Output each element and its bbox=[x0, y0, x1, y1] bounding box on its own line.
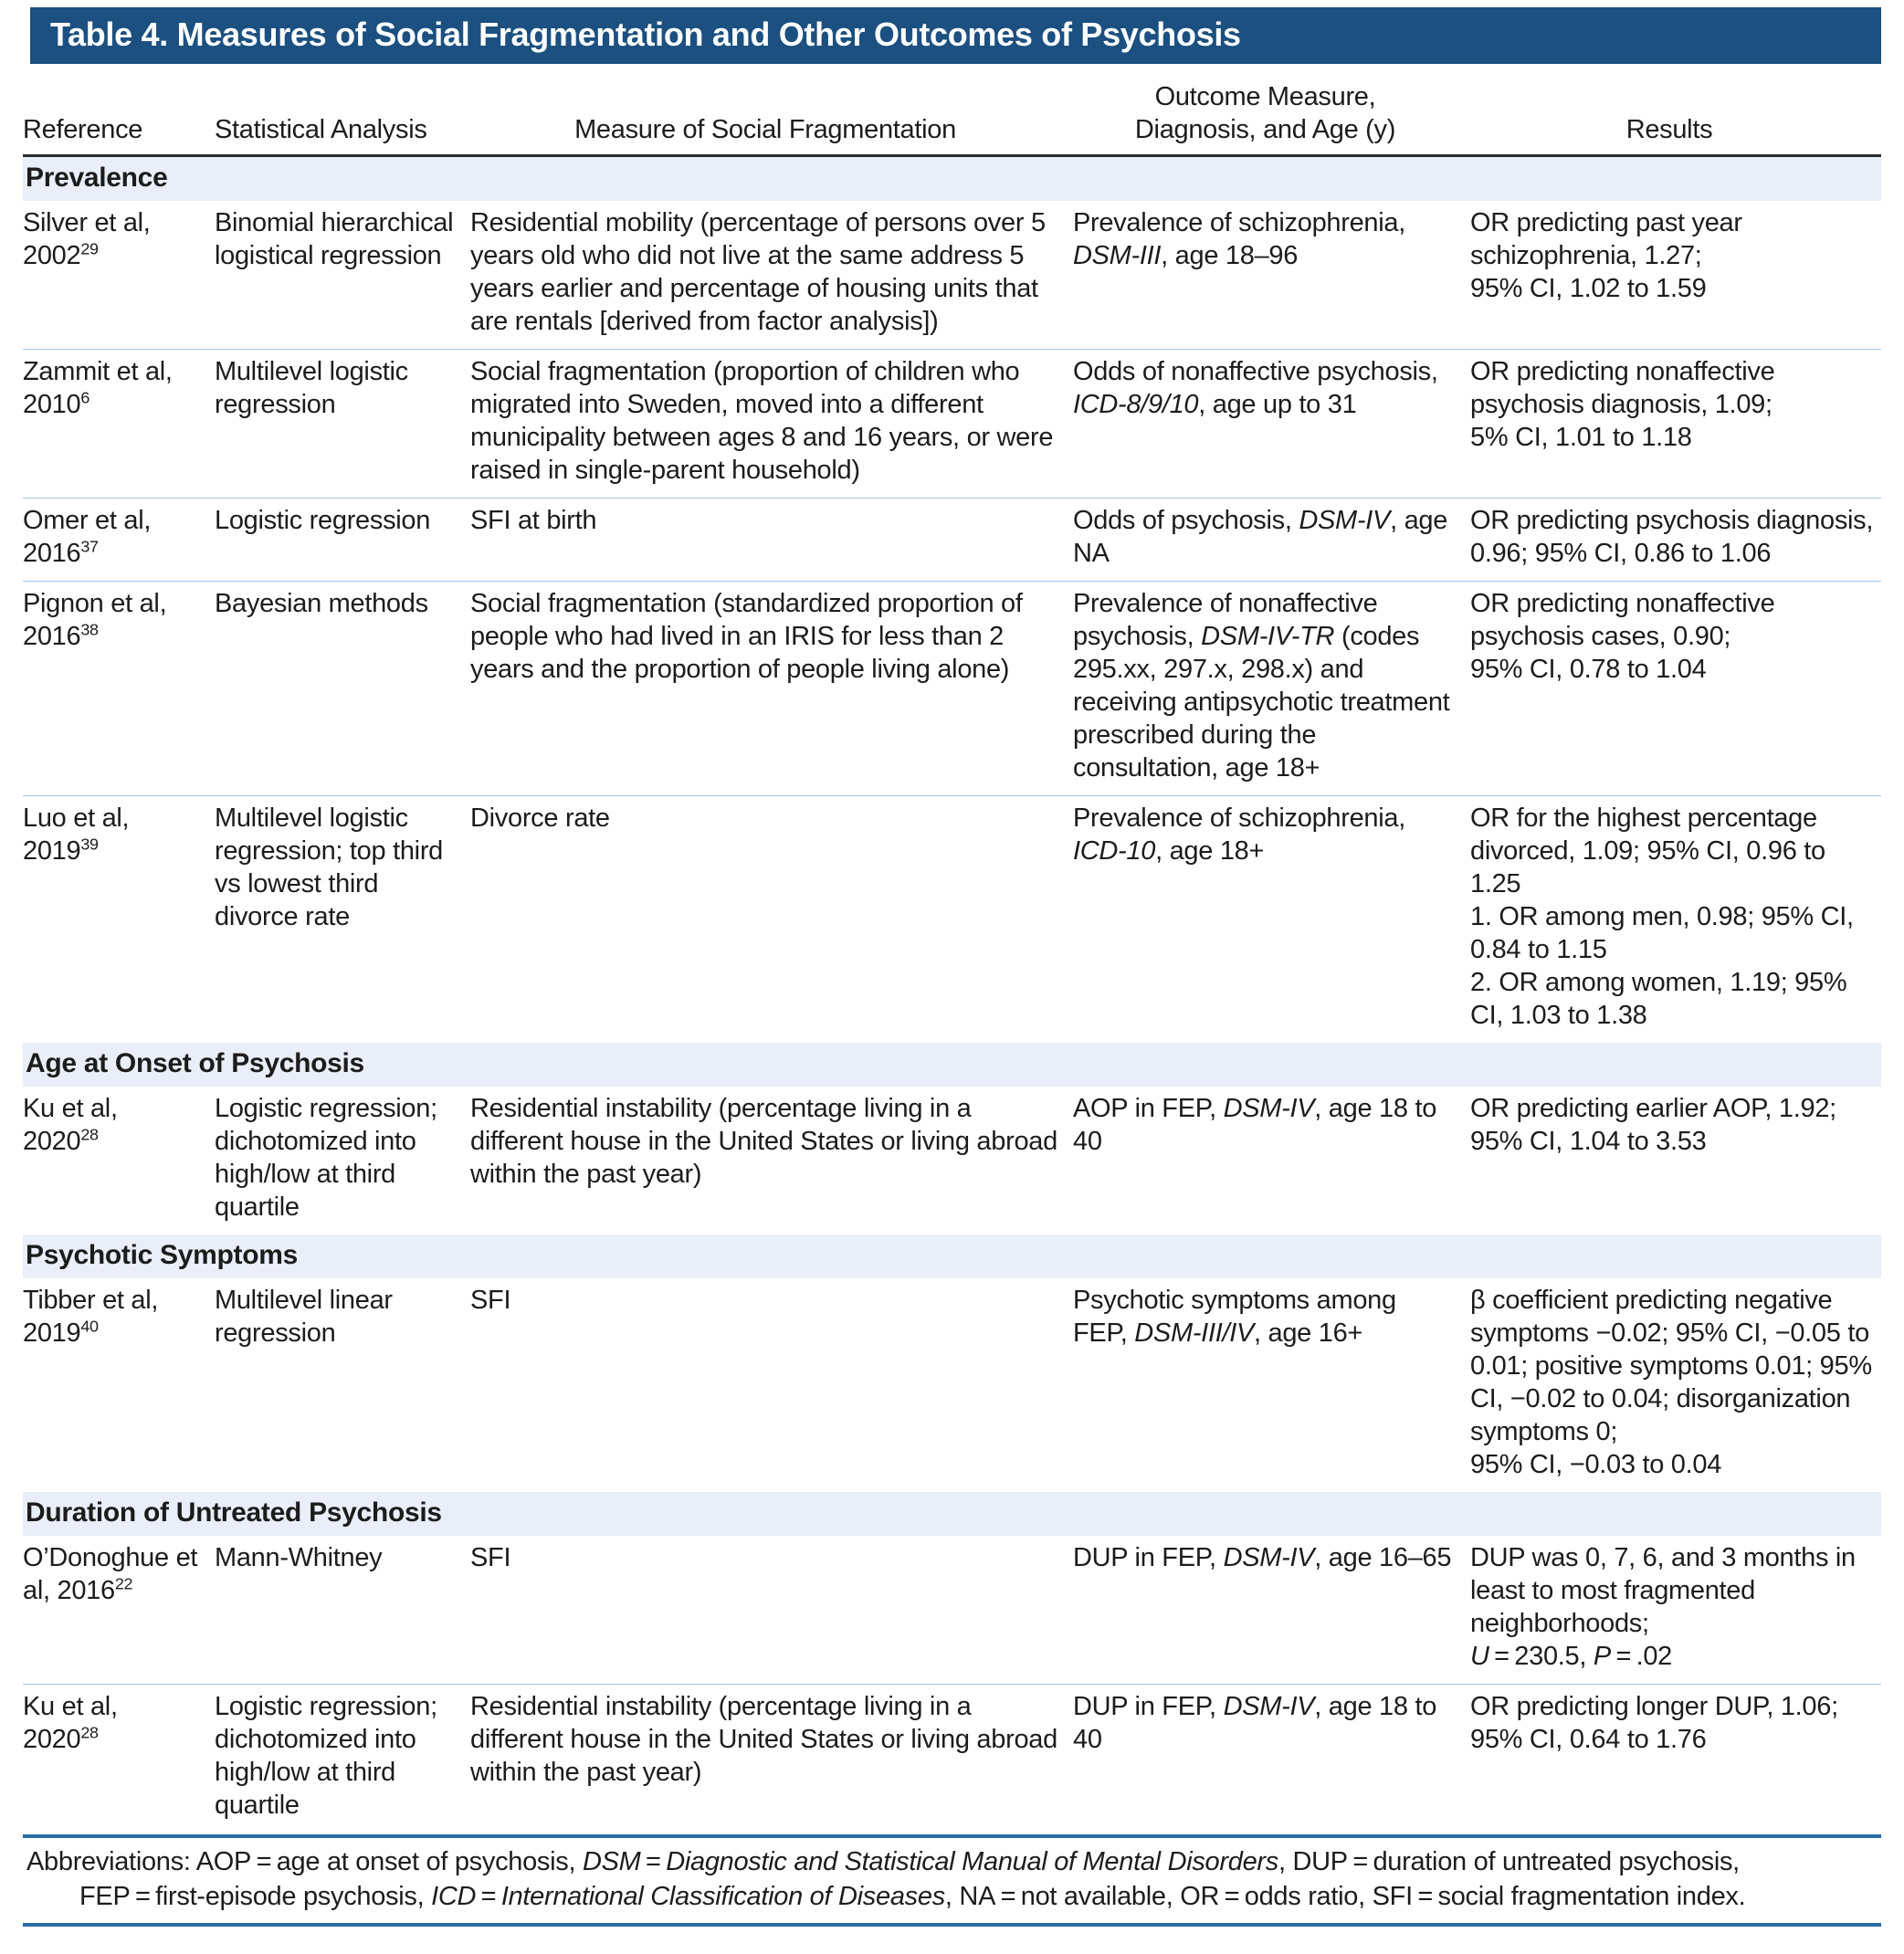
table-row bbox=[23, 1685, 1881, 1833]
statistical-analysis-cell: Mann-Whitney bbox=[215, 1543, 383, 1572]
table-header bbox=[23, 75, 1881, 156]
reference-cell: Omer et al, 2016$^{37}$ bbox=[23, 499, 215, 582]
outcome-cell: AOP in FEP, DSM-IV, age 18 to 40 bbox=[1073, 1094, 1437, 1156]
table-row bbox=[23, 796, 1881, 1044]
table-row bbox=[23, 499, 1881, 582]
col-header-reference: Reference bbox=[23, 75, 215, 156]
table-row bbox=[23, 201, 1881, 350]
outcome-cell: DUP in FEP, DSM-IV, age 16–65 bbox=[1073, 1543, 1452, 1572]
outcome-cell: Odds of psychosis, DSM-IV, age NA bbox=[1073, 499, 1470, 582]
section-label: Duration of Untreated Psychosis bbox=[23, 1492, 1881, 1536]
outcome-cell: Prevalence of nonaffective psychosis, DSM-IV-TR (codes 295.xx, 297.x, 298.x) and receiving antipsychotic treatment prescribed during the consultation, age 18+ bbox=[1073, 582, 1470, 796]
reference-cell: Pignon et al, 2016$^{38}$ bbox=[23, 582, 215, 796]
statistical-analysis-cell: Binomial hierarchical logistical regression bbox=[215, 208, 454, 270]
results-cell: DUP was 0, 7, 6, and 3 months in least to most fragmented neighborhoods; U = 230.5, P = .02 bbox=[1470, 1543, 1856, 1671]
measure-cell: Residential instability (percentage living in a different house in the United States or living abroad within the past year) bbox=[470, 1685, 1073, 1833]
results-cell: OR predicting nonaffective psychosis diagnosis, 1.09; 5% CI, 1.01 to 1.18 bbox=[1470, 350, 1881, 499]
reference-cell: Zammit et al, 2010$^6$ bbox=[23, 350, 215, 499]
col-header-measure: Measure of Social Fragmentation bbox=[470, 75, 1073, 156]
reference-cell: Silver et al, 2002$^{29}$ bbox=[23, 208, 151, 270]
measure-cell: Social fragmentation (standardized proportion of people who had lived in an IRIS for less than 2 years and the proportion of people living alone) bbox=[470, 582, 1073, 796]
results-cell: OR for the highest percentage divorced, 1.09; 95% CI, 0.96 to 1.25 1. OR among men, 0.98; 95% CI, 0.84 to 1.15 2. OR among women, 1.19; 95% CI, 1.03 to 1.38 bbox=[1470, 796, 1881, 1044]
statistical-analysis-cell: Logistic regression; dichotomized into high/low at third quartile bbox=[215, 1685, 470, 1833]
results-cell: OR predicting longer DUP, 1.06; 95% CI, 0.64 to 1.76 bbox=[1470, 1685, 1881, 1833]
results-cell: β coefficient predicting negative symptoms −0.02; 95% CI, −0.05 to 0.01; positive symptoms 0.01; 95% CI, −0.02 to 0.04; disorganization symptoms 0; 95% CI, −0.03 to 0.04 bbox=[1470, 1286, 1872, 1479]
section-row bbox=[23, 156, 1881, 202]
reference-cell: Luo et al, 2019$^{39}$ bbox=[23, 796, 215, 1044]
table-row bbox=[23, 350, 1881, 499]
table-row bbox=[23, 1278, 1881, 1492]
measure-cell: Divorce rate bbox=[470, 796, 1073, 1044]
table-row bbox=[23, 582, 1881, 796]
measure-cell: SFI at birth bbox=[470, 499, 1073, 582]
statistical-analysis-cell: Bayesian methods bbox=[215, 582, 470, 796]
reference-cell: Ku et al, 2020$^{28}$ bbox=[23, 1094, 118, 1156]
results-cell: OR predicting nonaffective psychosis cases, 0.90; 95% CI, 0.78 to 1.04 bbox=[1470, 582, 1881, 796]
section-row bbox=[23, 1234, 1881, 1278]
outcome-cell: Odds of nonaffective psychosis, ICD-8/9/10, age up to 31 bbox=[1073, 350, 1470, 499]
outcome-cell: Psychotic symptoms among FEP, DSM-III/IV, age 16+ bbox=[1073, 1286, 1396, 1348]
results-cell: OR predicting psychosis diagnosis, 0.96; 95% CI, 0.86 to 1.06 bbox=[1470, 499, 1881, 582]
measure-cell: Residential mobility (percentage of persons over 5 years old who did not live at the same address 5 years earlier and percentage of housing units that are rentals [derived from factor analysis]) bbox=[470, 208, 1046, 336]
statistical-analysis-cell: Multilevel logistic regression; top third vs lowest third divorce rate bbox=[215, 796, 470, 1044]
measure-cell: SFI bbox=[470, 1543, 511, 1572]
statistical-analysis-cell: Multilevel logistic regression bbox=[215, 350, 470, 499]
outcome-cell: Prevalence of schizophrenia, DSM-III, age 18–96 bbox=[1073, 208, 1405, 270]
section-label: Age at Onset of Psychosis bbox=[23, 1043, 1881, 1087]
statistical-analysis-cell: Logistic regression; dichotomized into high/low at third quartile bbox=[215, 1094, 437, 1222]
outcome-cell: Prevalence of schizophrenia, ICD-10, age 18+ bbox=[1073, 796, 1470, 1044]
abbreviations-note: Abbreviations: AOP = age at onset of psychosis, DSM = Diagnostic and Statistical Manual of Mental Disorders, DUP = duration of untreated psychosis, FEP = first-episode psychosis, ICD = International Classification of Diseases, NA = not available, OR = odds ratio, SFI = social fragmentation index. bbox=[23, 1834, 1881, 1927]
section-row bbox=[23, 1492, 1881, 1536]
col-header-outcome: Outcome Measure, Diagnosis, and Age (y) bbox=[1073, 75, 1470, 156]
results-cell: OR predicting earlier AOP, 1.92; 95% CI, 1.04 to 3.53 bbox=[1470, 1094, 1836, 1156]
outcomes-table bbox=[23, 75, 1881, 1833]
table-row bbox=[23, 1087, 1881, 1234]
statistical-analysis-cell: Logistic regression bbox=[215, 499, 470, 582]
outcome-cell: DUP in FEP, DSM-IV, age 18 to 40 bbox=[1073, 1685, 1470, 1833]
reference-cell: Ku et al, 2020$^{28}$ bbox=[23, 1685, 215, 1833]
reference-cell: Tibber et al, 2019$^{40}$ bbox=[23, 1286, 159, 1348]
section-label: Psychotic Symptoms bbox=[23, 1234, 1881, 1278]
measure-cell: Residential instability (percentage living in a different house in the United States or living abroad within the past year) bbox=[470, 1094, 1057, 1189]
header-row bbox=[23, 75, 1881, 156]
reference-cell: O’Donoghue et al, 2016$^{22}$ bbox=[23, 1543, 198, 1605]
statistical-analysis-cell: Multilevel linear regression bbox=[215, 1286, 393, 1348]
results-cell: OR predicting past year schizophrenia, 1.27; 95% CI, 1.02 to 1.59 bbox=[1470, 208, 1742, 303]
table-title: Table 4. Measures of Social Fragmentation and Other Outcomes of Psychosis bbox=[50, 16, 1241, 53]
col-header-statistical-analysis: Statistical Analysis bbox=[215, 75, 470, 156]
table-title-bar bbox=[30, 7, 1881, 64]
table-body bbox=[23, 156, 1881, 1833]
table-row bbox=[23, 1536, 1881, 1685]
section-label: Prevalence bbox=[23, 156, 1881, 202]
section-row bbox=[23, 1043, 1881, 1087]
measure-cell: SFI bbox=[470, 1286, 511, 1315]
col-header-results: Results bbox=[1470, 75, 1881, 156]
measure-cell: Social fragmentation (proportion of children who migrated into Sweden, moved into a different municipality between ages 8 and 16 years, or were raised in single-parent household) bbox=[470, 350, 1073, 499]
